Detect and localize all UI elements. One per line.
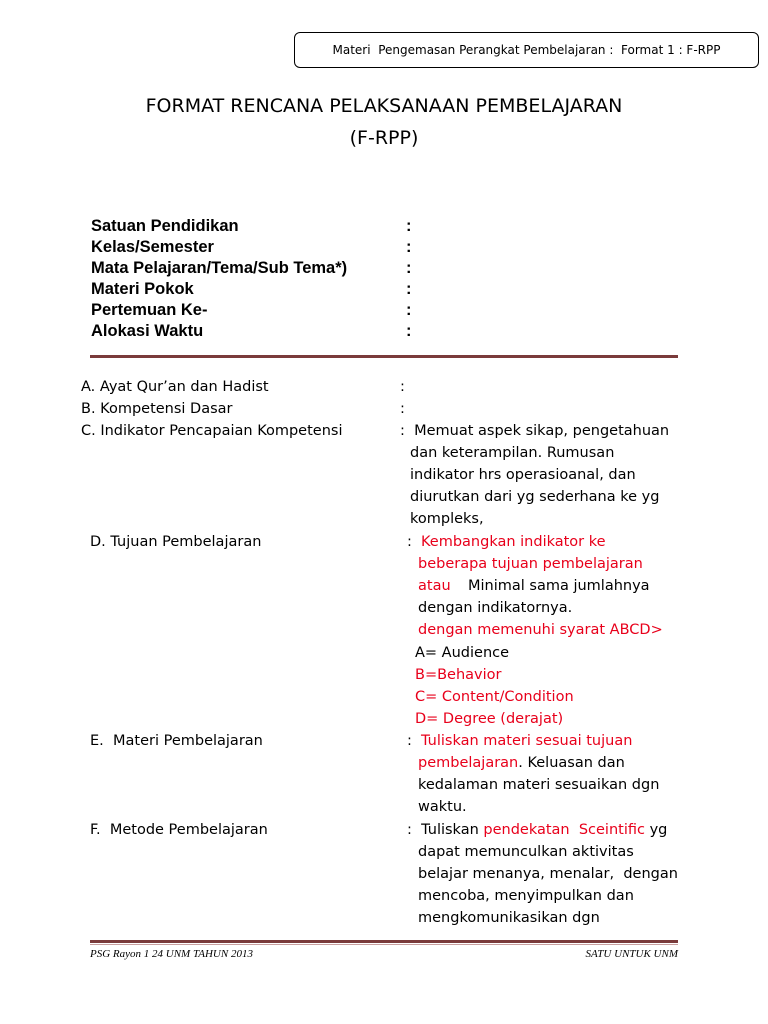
section-f-text-line: mencoba, menyimpulkan dan [418,888,634,904]
colon: : [406,259,412,277]
section-d-red-text: Kembangkan indikator ke [421,534,606,550]
colon: : [406,238,412,256]
section-e-text: kedalaman materi sesuaikan dgn [418,777,660,793]
section-c-text-line: dan keterampilan. Rumusan [410,445,615,461]
footer-right: SATU UNTUK UNM [585,948,678,960]
colon: : [406,280,412,298]
section-d-condition: C= Content/Condition [415,689,574,705]
section-d-red-text: atau [418,578,451,594]
document-subtitle: (F-RPP) [349,127,419,149]
section-e-text: waktu. [418,799,467,815]
section-d-label: D. Tujuan Pembelajaran [90,534,262,550]
section-e-label: E. Materi Pembelajaran [90,733,263,749]
label-pertemuan: Pertemuan Ke- [91,301,208,319]
header-text: Materi Pengemasan Perangkat Pembelajaran : Format 1 : F-RPP [332,43,721,57]
section-f-text: : Tuliskan [407,822,484,838]
colon: : [406,301,412,319]
colon: : [400,379,405,395]
section-d-audience: A= Audience [415,645,510,661]
section-c-text-line: kompleks, [410,511,484,527]
section-e-red-text: Tuliskan materi sesuai tujuan [421,733,633,749]
divider-top [90,355,678,358]
section-c-text-line: diurutkan dari yg sederhana ke yg [410,489,660,505]
label-materi-pokok: Materi Pokok [91,280,194,298]
section-d-red-text: beberapa tujuan pembelajaran [418,556,643,572]
colon: : [406,322,412,340]
colon: : [406,217,412,235]
label-mata-pelajaran: Mata Pelajaran/Tema/Sub Tema*) [91,259,348,277]
section-f-text-line: belajar menanya, menalar, dengan [418,866,678,882]
section-b-label: B. Kompetensi Dasar [81,401,233,417]
label-satuan-pendidikan: Satuan Pendidikan [91,217,239,235]
section-f-red-text: pendekatan Sceintific [483,822,645,838]
section-c-label: C. Indikator Pencapaian Kompetensi [81,423,343,439]
section-e-text-line [418,752,625,774]
section-a-label: A. Ayat Qur’an dan Hadist [81,379,269,395]
footer-left: PSG Rayon 1 24 UNM TAHUN 2013 [90,948,253,960]
section-f-text-line: dapat memunculkan aktivitas [418,844,634,860]
section-d-degree: D= Degree (derajat) [415,711,564,727]
divider-footer [90,940,678,945]
section-c-text-line: : Memuat aspek sikap, pengetahuan [400,423,670,439]
section-d-behavior: B=Behavior [415,667,502,683]
colon: : [400,401,405,417]
section-d-text: dengan indikatornya. [418,600,573,616]
section-c-text-line: indikator hrs operasioanal, dan [410,467,636,483]
label-kelas-semester: Kelas/Semester [91,238,214,256]
label-alokasi-waktu: Alokasi Waktu [91,322,204,340]
section-d-red-text: dengan memenuhi syarat ABCD> [418,622,663,638]
colon: : [407,534,412,550]
header-box [294,32,759,68]
section-f-text-line: mengkomunikasikan dgn [418,910,600,926]
section-f-text: yg [644,822,668,838]
colon: : [407,733,412,749]
section-d-text: Minimal sama jumlahnya [468,578,650,594]
section-f-text-line [407,819,667,841]
document-title: FORMAT RENCANA PELAKSANAAN PEMBELAJARAN [145,95,623,117]
section-f-label: F. Metode Pembelajaran [90,822,268,838]
section-e-text: . Keluasan dan [518,755,625,771]
section-e-red-text: pembelajaran [418,755,519,771]
